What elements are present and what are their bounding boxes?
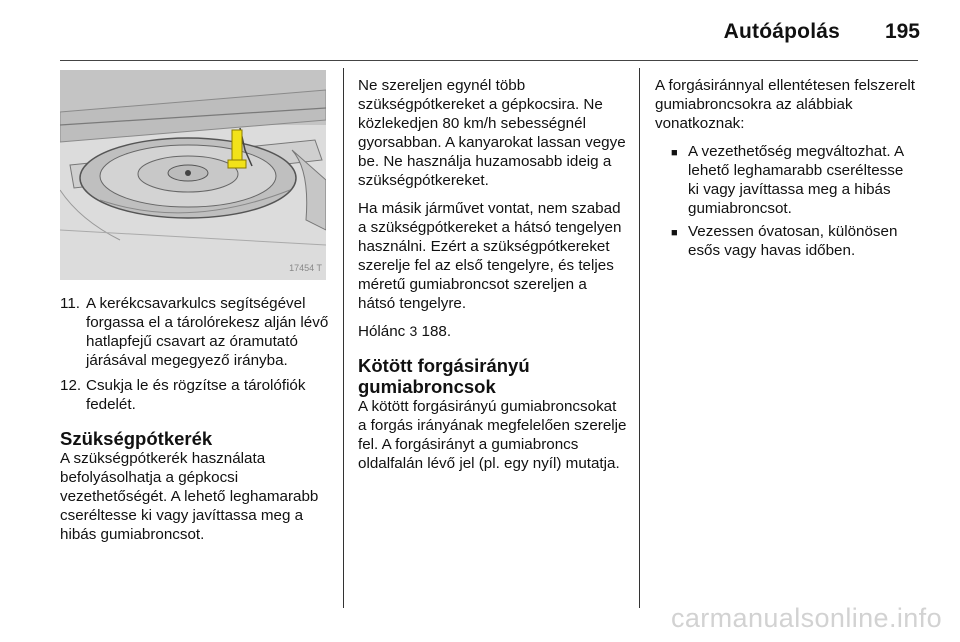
- step-text: A kerékcsavarkulcs segítségével forgassa el a tárolórekesz alján lévő hatlapfejű csavart az óramutató járásával megegyező irányba.: [86, 295, 329, 369]
- page-header: [0, 14, 960, 50]
- section-title: Autóápolás: [723, 20, 840, 43]
- step-number: 12.: [60, 377, 82, 394]
- paragraph-directional-tyres: A kötött forgásirányú gumiabroncsokat a forgás irányának megfelelően szerelje fel. A forgásirányt a gumiabroncs oldalfalán lévő jel (pl. egy nyíl) mutatja.: [358, 398, 627, 472]
- paragraph-reverse-fitted: A forgásiránnyal ellentétesen felszerelt gumiabroncsokra az alábbiak vonatkoznak:: [655, 77, 916, 132]
- heading-spare-wheel: Szükségpótkerék: [60, 428, 213, 449]
- watermark: carmanualsonline.info: [670, 603, 942, 633]
- step-item: [60, 376, 332, 414]
- bullet-item: [671, 142, 917, 218]
- spare-wheel-illustration: [60, 70, 326, 280]
- paragraph-snow-chains: [358, 322, 628, 341]
- paragraph-towing: Ha másik járművet vontat, nem szabad a szükségpótkereket a hátsó tengelyen használni. Ezért a szükségpótkereket szerelje fel az első tengelyre, és teljes méretű gumiabroncsot szereljen a hátsó tengelyre.: [358, 200, 622, 312]
- snow-chain-text: Hólánc: [358, 323, 410, 340]
- bullet-item: [671, 222, 917, 260]
- bullet-list: [655, 142, 917, 260]
- column-2: [358, 76, 628, 482]
- bullet-text: Vezessen óvatosan, különösen esős vagy havas időben.: [688, 223, 898, 259]
- bullet-text: A vezethetőség megváltozhat. A lehető leghamarabb cseréltesse ki vagy javíttassa meg a hibás gumiabroncsot.: [688, 143, 904, 217]
- bullet-square-icon: ■: [671, 147, 678, 159]
- step-list: [60, 294, 332, 414]
- step-number: 11.: [60, 295, 80, 312]
- illustration-code: 17454 T: [289, 263, 322, 273]
- column-divider-1: [343, 68, 344, 608]
- column-divider-2: [639, 68, 640, 608]
- snow-chain-page-ref: 188.: [417, 323, 452, 340]
- heading-directional-tyres: Kötött forgásirányú gumiabroncsok: [358, 355, 530, 397]
- bullet-square-icon: ■: [671, 227, 678, 239]
- step-item: [60, 294, 332, 370]
- step-text: Csukja le és rögzítse a tárolófiók fedelét.: [86, 377, 306, 413]
- page-reference-icon: 3: [409, 323, 418, 339]
- column-1: [60, 70, 332, 553]
- page-number: 195: [884, 20, 920, 43]
- paragraph-speed-limit: Ne szereljen egynél több szükségpótkereket a gépkocsira. Ne közlekedjen 80 km/h sebességnél gyorsabban. A kanyarokat lassan vegye be. Ne használja huzamosabb ideig a szükségpótkereket.: [358, 77, 626, 189]
- header-rule: [60, 60, 918, 61]
- spare-wheel-drawing: [60, 70, 326, 280]
- column-3: [655, 76, 917, 264]
- spare-wheel-paragraph: A szükségpótkerék használata befolyásolhatja a gépkocsi vezethetőségét. A lehető leghamarabb cseréltesse ki vagy javíttassa meg a hibás gumiabroncsot.: [60, 450, 319, 543]
